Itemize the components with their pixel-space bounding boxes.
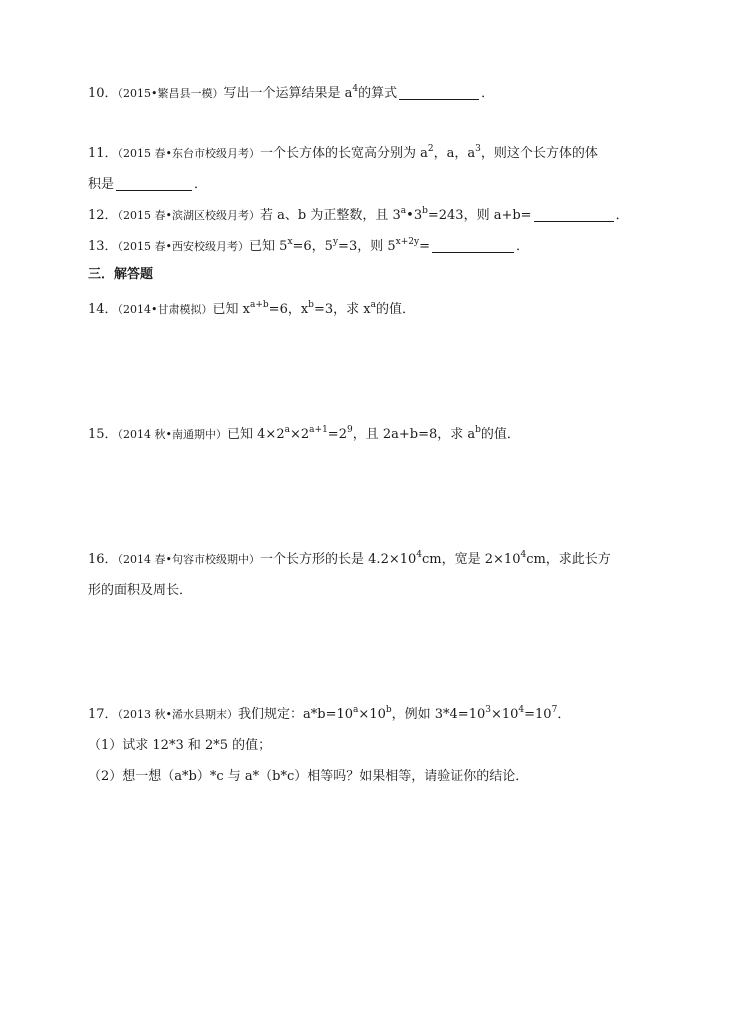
question-text: 写出一个运算结果是 a (223, 86, 353, 101)
question-11: 11．（2015 春•东台市校级月考）一个长方体的长宽高分别为 $a^2$，a，$a^3$，则这个长方体的体 (88, 144, 598, 161)
question-text: 一个长方体的长宽高分别为 a (260, 146, 428, 161)
question-source: （2015 春•西安校级月考） (117, 240, 250, 253)
answer-blank (432, 239, 514, 253)
section-title: 三．解答题 (88, 267, 154, 282)
question-source: （2014 秋•南通期中） (117, 428, 228, 441)
answer-blank (534, 208, 614, 222)
question-16-line2: 形的面积及周长． (88, 583, 193, 598)
question-10: 10．（2015•繁昌县一模）写出一个运算结果是 $a^4$的算式 ． (88, 84, 495, 101)
question-17: 17．（2013 秋•浠水县期末）我们规定：$a*b=10^a\times 10^b$，例如 $3*4=10^3\times 10^4=10^7$． (88, 705, 571, 722)
question-number: 10． (88, 86, 118, 101)
question-number: 13． (88, 239, 118, 254)
question-source: （2014•甘肃模拟） (117, 303, 213, 316)
exponent: 4 (352, 84, 359, 94)
question-16: 16．（2014 春•句容市校级期中）一个长方形的长是 $4.2\times 10^4cm$，宽是 $2\times 10^4cm$，求此长方 (88, 550, 611, 567)
question-14: 14．（2014•甘肃模拟）已知 $x^{a+b}=6$，$x^b=3$，求 $x^a$的值． (88, 300, 415, 317)
question-number: 14． (88, 302, 118, 317)
question-11-line2: 积是 ． (88, 177, 208, 192)
question-15: 15．（2014 秋•南通期中）已知 $4\times 2^a\times 2^{a+1}=2^9$，且 2a+b=8，求 $a^b$的值． (88, 425, 520, 442)
question-13: 13．（2015 春•西安校级月考）已知 $5^x=6$，$5^y=3$，则 $5^{x+2y}=$ ． (88, 237, 529, 254)
question-source: （2013 秋•浠水县期末） (117, 708, 239, 721)
question-12: 12．（2015 春•滨湖区校级月考）若 a、b 为正整数，且 $3^a•3^b=243$，则 a+b= ． (88, 206, 629, 223)
question-number: 16． (88, 552, 118, 567)
question-17-part2: （2）想一想（a*b）*c 与 a*（b*c）相等吗？如果相等，请验证你的结论． (88, 769, 529, 784)
question-number: 11． (88, 146, 118, 161)
question-source: （2014 春•句容市校级期中） (117, 553, 261, 566)
answer-blank (399, 86, 479, 100)
question-number: 17． (88, 707, 118, 722)
question-text: 的算式 (358, 86, 398, 101)
question-source: （2015 春•滨湖区校级月考） (117, 209, 261, 222)
question-source: （2015•繁昌县一模） (117, 87, 224, 100)
question-17-part1: （1）试求 12*3 和 2*5 的值； (88, 738, 272, 753)
question-source: （2015 春•东台市校级月考） (117, 147, 261, 160)
question-number: 15． (88, 427, 118, 442)
answer-blank (116, 177, 192, 191)
question-number: 12． (88, 208, 118, 223)
